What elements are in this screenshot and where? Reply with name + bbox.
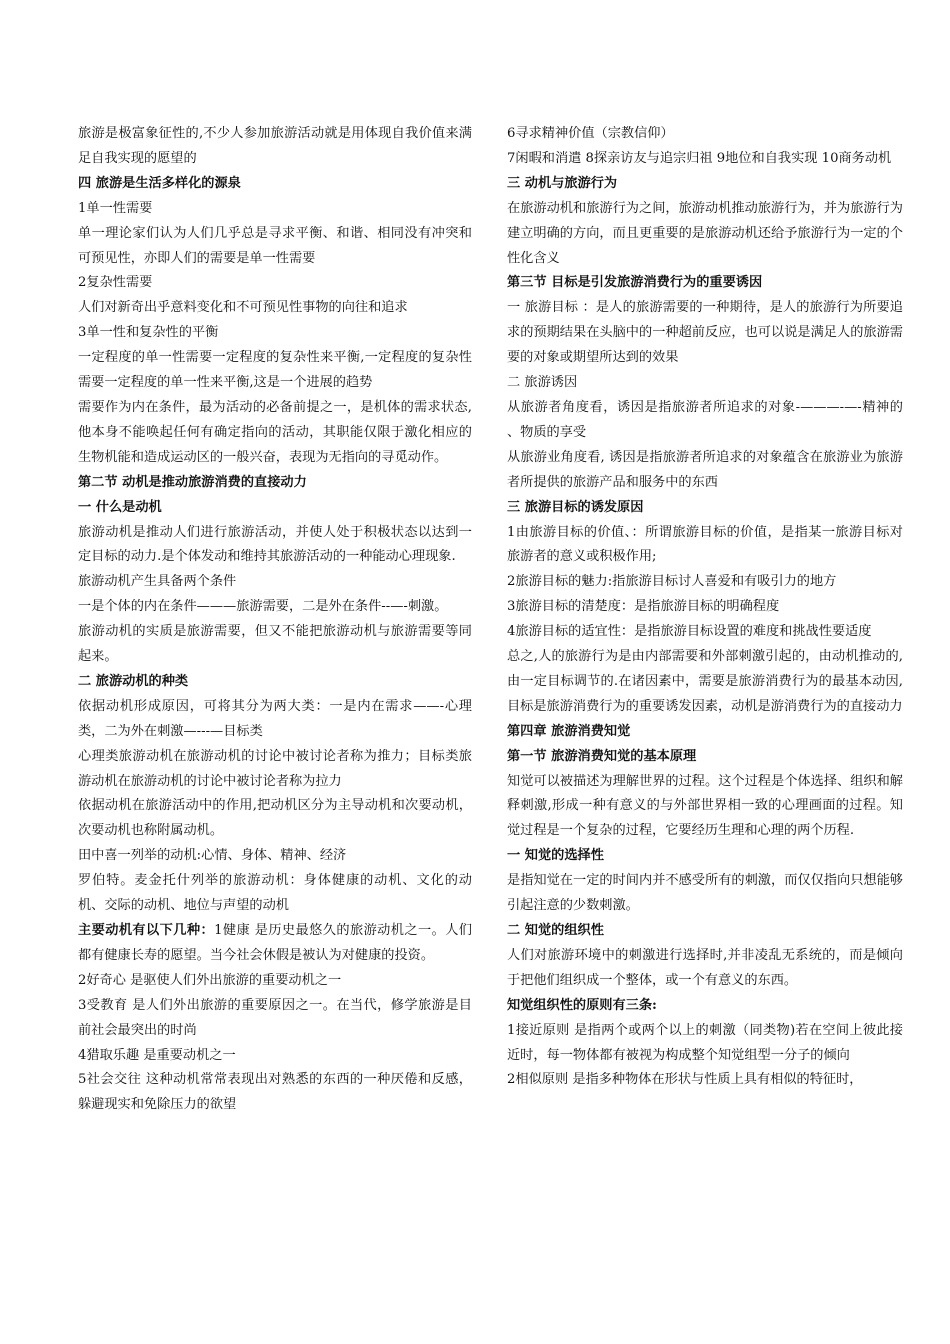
paragraph: 在旅游动机和旅游行为之间，旅游动机推动旅游行为，并为旅游行为建立明确的方向，而且更重要的是旅游动机还给予旅游行为一定的个性化含义	[507, 200, 903, 266]
paragraph: 依据动机在旅游活动中的作用,把动机区分为主导动机和次要动机，次要动机也称附属动机。	[78, 798, 472, 839]
paragraph: 需要作为内在条件，最为活动的必备前提之一，是机体的需求状态,他本身不能唤起任何有确定指向的活动，其职能仅限于激化相应的生物机能和造成运动区的一般兴奋，表现为无指向的寻觅动作。	[78, 399, 472, 465]
paragraph: 5社会交往 这种动机常常表现出对熟悉的东西的一种厌倦和反感，躲避现实和免除压力的欲望	[78, 1072, 472, 1113]
paragraph: 4猎取乐趣 是重要动机之一	[78, 1047, 236, 1063]
paragraph: 1接近原则 是指两个或两个以上的刺激（同类物)若在空间上彼此接近时，每一物体都有被视为构成整个知觉组型一分子的倾向	[507, 1022, 903, 1063]
paragraph: 旅游是极富象征性的,不少人参加旅游活动就是用体现自我价值来满足自我实现的愿望的	[78, 126, 472, 166]
paragraph: 2旅游目标的魅力:指旅游目标讨人喜爱和有吸引力的地方	[507, 574, 837, 590]
paragraph: 罗伯特。麦金托什列举的旅游动机：身体健康的动机、文化的动机、交际的动机、地位与声望的动机	[78, 873, 472, 914]
paragraph: 3旅游目标的清楚度：是指旅游目标的明确程度	[507, 599, 780, 615]
paragraph: 心理类旅游动机在旅游动机的讨论中被讨论者称为推力；目标类旅游动机在旅游动机的讨论中被讨论者称为拉力	[78, 748, 472, 789]
paragraph: 一 旅游目标 ：是人的旅游需要的一种期待，是人的旅游行为所要追求的预期结果在头脑中的一种超前反应，也可以说是满足人的旅游需要的对象或期望所达到的效果	[507, 300, 903, 366]
section-heading: 第二节 动机是推动旅游消费的直接动力	[78, 474, 307, 490]
paragraph: 一定程度的单一性需要一定程度的复杂性来平衡,一定程度的复杂性需要一定程度的单一性来平衡,这是一个进展的趋势	[78, 350, 472, 391]
paragraph: 1由旅游目标的价值、：所谓旅游目标的价值，是指某一旅游目标对旅游者的意义或积极作用;	[507, 524, 903, 565]
paragraph: 二 旅游诱因	[507, 375, 578, 391]
section-heading: 第四章 旅游消费知觉	[507, 723, 631, 739]
section-heading: 四 旅游是生活多样化的源泉	[78, 175, 241, 191]
paragraph: 6寻求精神价值（宗教信仰）	[507, 126, 674, 141]
paragraph-lead: 主要动机有以下几种：	[78, 923, 215, 938]
paragraph: 从旅游业角度看, 诱因是指旅游者所追求的对象蕴含在旅游业为旅游者所提供的旅游产品和服务中的东西	[507, 449, 903, 490]
paragraph: 是指知觉在一定的时间内并不感受所有的刺激，而仅仅指向只想能够引起注意的少数刺激。	[507, 873, 903, 914]
paragraph: 2好奇心 是驱使人们外出旅游的重要动机之一	[78, 972, 342, 988]
paragraph: 人们对新奇出乎意料变化和不可预见性事物的向往和追求	[78, 300, 408, 316]
section-heading: 知觉组织性的原则有三条:	[507, 997, 657, 1013]
section-heading: 第一节 旅游消费知觉的基本原理	[507, 748, 697, 764]
paragraph: 人们对旅游环境中的刺激进行选择时,并非凌乱无系统的，而是倾向于把他们组织成一个整体，或一个有意义的东西。	[507, 947, 903, 988]
section-heading: 第三节 目标是引发旅游消费行为的重要诱因	[507, 275, 763, 291]
paragraph: 从旅游者角度看，诱因是指旅游者所追求的对象-———-—-精神的 、物质的享受	[507, 399, 903, 440]
section-heading: 二 知觉的组织性	[507, 923, 604, 938]
paragraph: 旅游动机的实质是旅游需要，但又不能把旅游动机与旅游需要等同起来。	[78, 624, 472, 665]
paragraph: 依据动机形成原因，可将其分为两大类：一是内在需求——-心理类，二为外在刺激—---—目标类	[78, 698, 472, 739]
paragraph: 4旅游目标的适宜性：是指旅游目标设置的难度和挑战性要适度	[507, 624, 872, 640]
paragraph: 2相似原则 是指多种物体在形状与性质上具有相似的特征时，	[507, 1072, 863, 1088]
paragraph: 7闲暇和消遣 8探亲访友与追宗归祖 9地位和自我实现 10商务动机	[507, 150, 892, 166]
paragraph: 知觉可以被描述为理解世界的过程。这个过程是个体选择、组织和解释刺激,形成一种有意义的与外部世界相一致的心理画面的过程。知觉过程是一个复杂的过程，它要经历生理和心理的两个历程.	[507, 773, 903, 839]
paragraph: 旅游动机产生具备两个条件	[78, 574, 237, 590]
section-heading: 三 动机与旅游行为	[507, 175, 618, 191]
paragraph-text: 1健康 是历史最悠久的旅游动机之一。人们都有健康长寿的愿望。当今社会休假是被认为对健康的投资。	[78, 923, 472, 963]
paragraph: 一是个体的内在条件———旅游需要，二是外在条件--—-刺激。	[78, 599, 448, 615]
section-heading: 三 旅游目标的诱发原因	[507, 499, 644, 515]
paragraph: 1单一性需要	[78, 200, 153, 216]
section-heading: 一 什么是动机	[78, 499, 162, 515]
section-heading: 一 知觉的选择性	[507, 848, 604, 864]
section-heading: 二 旅游动机的种类	[78, 673, 189, 689]
paragraph: 3单一性和复杂性的平衡	[78, 325, 219, 341]
left-text-column	[78, 122, 472, 1118]
paragraph: 总之,人的旅游行为是由内部需要和外部刺激引起的，由动机推动的,由一定目标调节的.在诸因素中，需要是旅游消费行为的最基本动因,目标是旅游消费行为的重要诱发因素，动机是游消费行为的直接动力	[507, 649, 903, 714]
right-text-column	[507, 122, 903, 1093]
paragraph: 旅游动机是推动人们进行旅游活动，并使人处于积极状态以达到一定目标的动力.是个体发动和维持其旅游活动的一种能动心理现象.	[78, 524, 472, 565]
paragraph: 3受教育 是人们外出旅游的重要原因之一。在当代，修学旅游是目前社会最突出的时尚	[78, 997, 472, 1038]
paragraph: 田中喜一列举的动机:心情、身体、精神、经济	[78, 848, 347, 864]
paragraph: 2复杂性需要	[78, 275, 153, 291]
paragraph: 单一理论家们认为人们几乎总是寻求平衡、和谐、相同没有冲突和可预见性，亦即人们的需要是单一性需要	[78, 225, 472, 266]
paragraph	[78, 919, 472, 969]
